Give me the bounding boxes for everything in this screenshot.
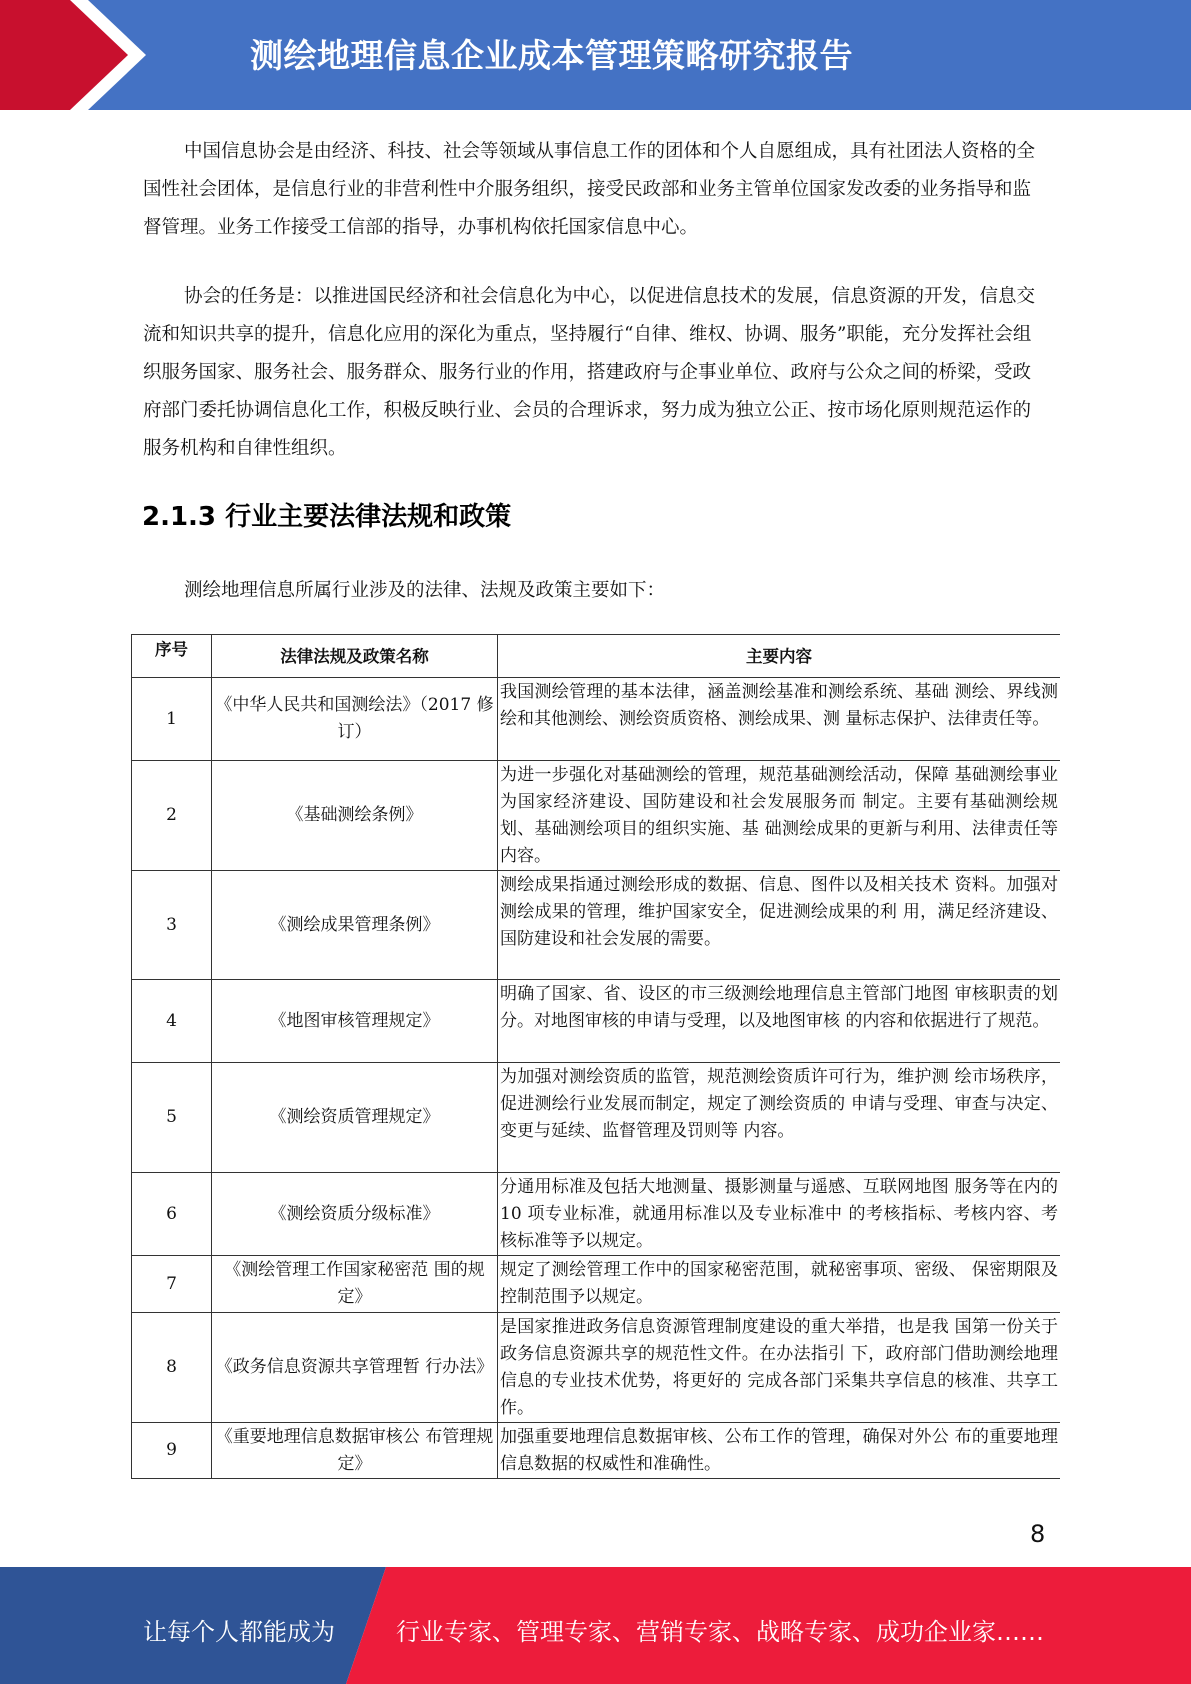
- table-row: [132, 1256, 1061, 1313]
- section-title: 2.1.3 行业主要法律法规和政策: [142, 502, 512, 532]
- row-content: 是国家推进政务信息资源管理制度建设的重大举措，也是我 国第一份关于政务信息资源共享的规范性文件。在办法指引 下，政府部门借助测绘地理信息的专业技术优势，将更好的 完成各部门采集共享信息的核准、共享工作。: [498, 1313, 1061, 1423]
- row-name: 《测绘成果管理条例》: [212, 871, 498, 980]
- row-index: 6: [132, 1173, 212, 1256]
- row-content: 我国测绘管理的基本法律，涵盖测绘基准和测绘系统、基础 测绘、界线测绘和其他测绘、测绘资质资格、测绘成果、测 量标志保护、法律责任等。: [498, 678, 1061, 761]
- row-name: 《地图审核管理规定》: [212, 980, 498, 1063]
- footer-slogan-left: 让每个人都能成为: [143, 1618, 335, 1646]
- row-content: 规定了测绘管理工作中的国家秘密范围，就秘密事项、密级、 保密期限及控制范围予以规定。: [498, 1256, 1061, 1313]
- table-row: [132, 1173, 1061, 1256]
- header-content: 主要内容: [498, 635, 1061, 678]
- paragraph-association-intro: 中国信息协会是由经济、科技、社会等领域从事信息工作的团体和个人自愿组成，具有社团法人资格的全国性社会团体，是信息行业的非营利性中介服务组织，接受民政部和业务主管单位国家发改委的业务指导和监督管理。业务工作接受工信部的指导，办事机构依托国家信息中心。: [143, 141, 1036, 238]
- page-number: 8: [1030, 1520, 1046, 1548]
- row-name: 《政务信息资源共享管理暂 行办法》: [212, 1313, 498, 1423]
- table-intro: 测绘地理信息所属行业涉及的法律、法规及政策主要如下：: [184, 580, 666, 601]
- row-name: 《中华人民共和国测绘法》（2017 修订）: [212, 678, 498, 761]
- table-row: [132, 761, 1061, 871]
- row-content: 明确了国家、省、设区的市三级测绘地理信息主管部门地图 审核职责的划分。对地图审核的申请与受理，以及地图审核 的内容和依据进行了规范。: [498, 980, 1061, 1063]
- row-index: 4: [132, 980, 212, 1063]
- row-name: 《测绘资质管理规定》: [212, 1063, 498, 1173]
- row-name: 《测绘管理工作国家秘密范 围的规定》: [212, 1256, 498, 1313]
- table-row: [132, 1063, 1061, 1173]
- table-row: [132, 678, 1061, 761]
- table-row: [132, 1423, 1061, 1479]
- row-name: 《测绘资质分级标准》: [212, 1173, 498, 1256]
- row-content: 测绘成果指通过测绘形成的数据、信息、图件以及相关技术 资料。加强对测绘成果的管理，维护国家安全，促进测绘成果的利 用，满足经济建设、国防建设和社会发展的需要。: [498, 871, 1061, 980]
- footer-slogan-right: 行业专家、管理专家、营销专家、战略专家、成功企业家……: [396, 1618, 1044, 1646]
- table-header-row: [132, 635, 1061, 678]
- table-row: [132, 1313, 1061, 1423]
- row-index: 8: [132, 1313, 212, 1423]
- paragraph-association-tasks: 协会的任务是：以推进国民经济和社会信息化为中心，以促进信息技术的发展，信息资源的开发，信息交流和知识共享的提升，信息化应用的深化为重点，坚持履行“自律、维权、协调、服务”职能，充分发挥社会组织服务国家、服务社会、服务群众、服务行业的作用，搭建政府与企事业单位、政府与公众之间的桥梁，受政府部门委托协调信息化工作，积极反映行业、会员的合理诉求，努力成为独立公正、按市场化原则规范运作的服务机构和自律性组织。: [143, 286, 1036, 459]
- row-name: 《基础测绘条例》: [212, 761, 498, 871]
- row-content: 为加强对测绘资质的监管，规范测绘资质许可行为，维护测 绘市场秩序，促进测绘行业发展而制定，规定了测绘资质的 申请与受理、审查与决定、变更与延续、监督管理及罚则等 内容。: [498, 1063, 1061, 1173]
- header-name: 法律法规及政策名称: [212, 635, 498, 678]
- row-content: 加强重要地理信息数据审核、公布工作的管理，确保对外公 布的重要地理信息数据的权威性和准确性。: [498, 1423, 1061, 1479]
- header-arrow-decoration: [0, 0, 160, 110]
- row-index: 5: [132, 1063, 212, 1173]
- report-title: 测绘地理信息企业成本管理策略研究报告: [250, 36, 853, 75]
- row-content: 分通用标准及包括大地测量、摄影测量与遥感、互联网地图 服务等在内的 10 项专业标准，就通用标准以及专业标准中 的考核指标、考核内容、考核标准等予以规定。: [498, 1173, 1061, 1256]
- row-name: 《重要地理信息数据审核公 布管理规定》: [212, 1423, 498, 1479]
- table-row: [132, 980, 1061, 1063]
- row-index: 3: [132, 871, 212, 980]
- row-content: 为进一步强化对基础测绘的管理，规范基础测绘活动，保障 基础测绘事业为国家经济建设、国防建设和社会发展服务而 制定。主要有基础测绘规划、基础测绘项目的组织实施、基 础测绘成果的更新与利用、法律责任等内容。: [498, 761, 1061, 871]
- table-row: [132, 871, 1061, 980]
- header-index: 序号: [132, 635, 212, 678]
- row-index: 9: [132, 1423, 212, 1479]
- row-index: 2: [132, 761, 212, 871]
- row-index: 7: [132, 1256, 212, 1313]
- row-index: 1: [132, 678, 212, 761]
- page-header: [0, 0, 1191, 110]
- regulations-table: [131, 634, 1060, 1479]
- regulations-table-container: [131, 634, 1060, 1480]
